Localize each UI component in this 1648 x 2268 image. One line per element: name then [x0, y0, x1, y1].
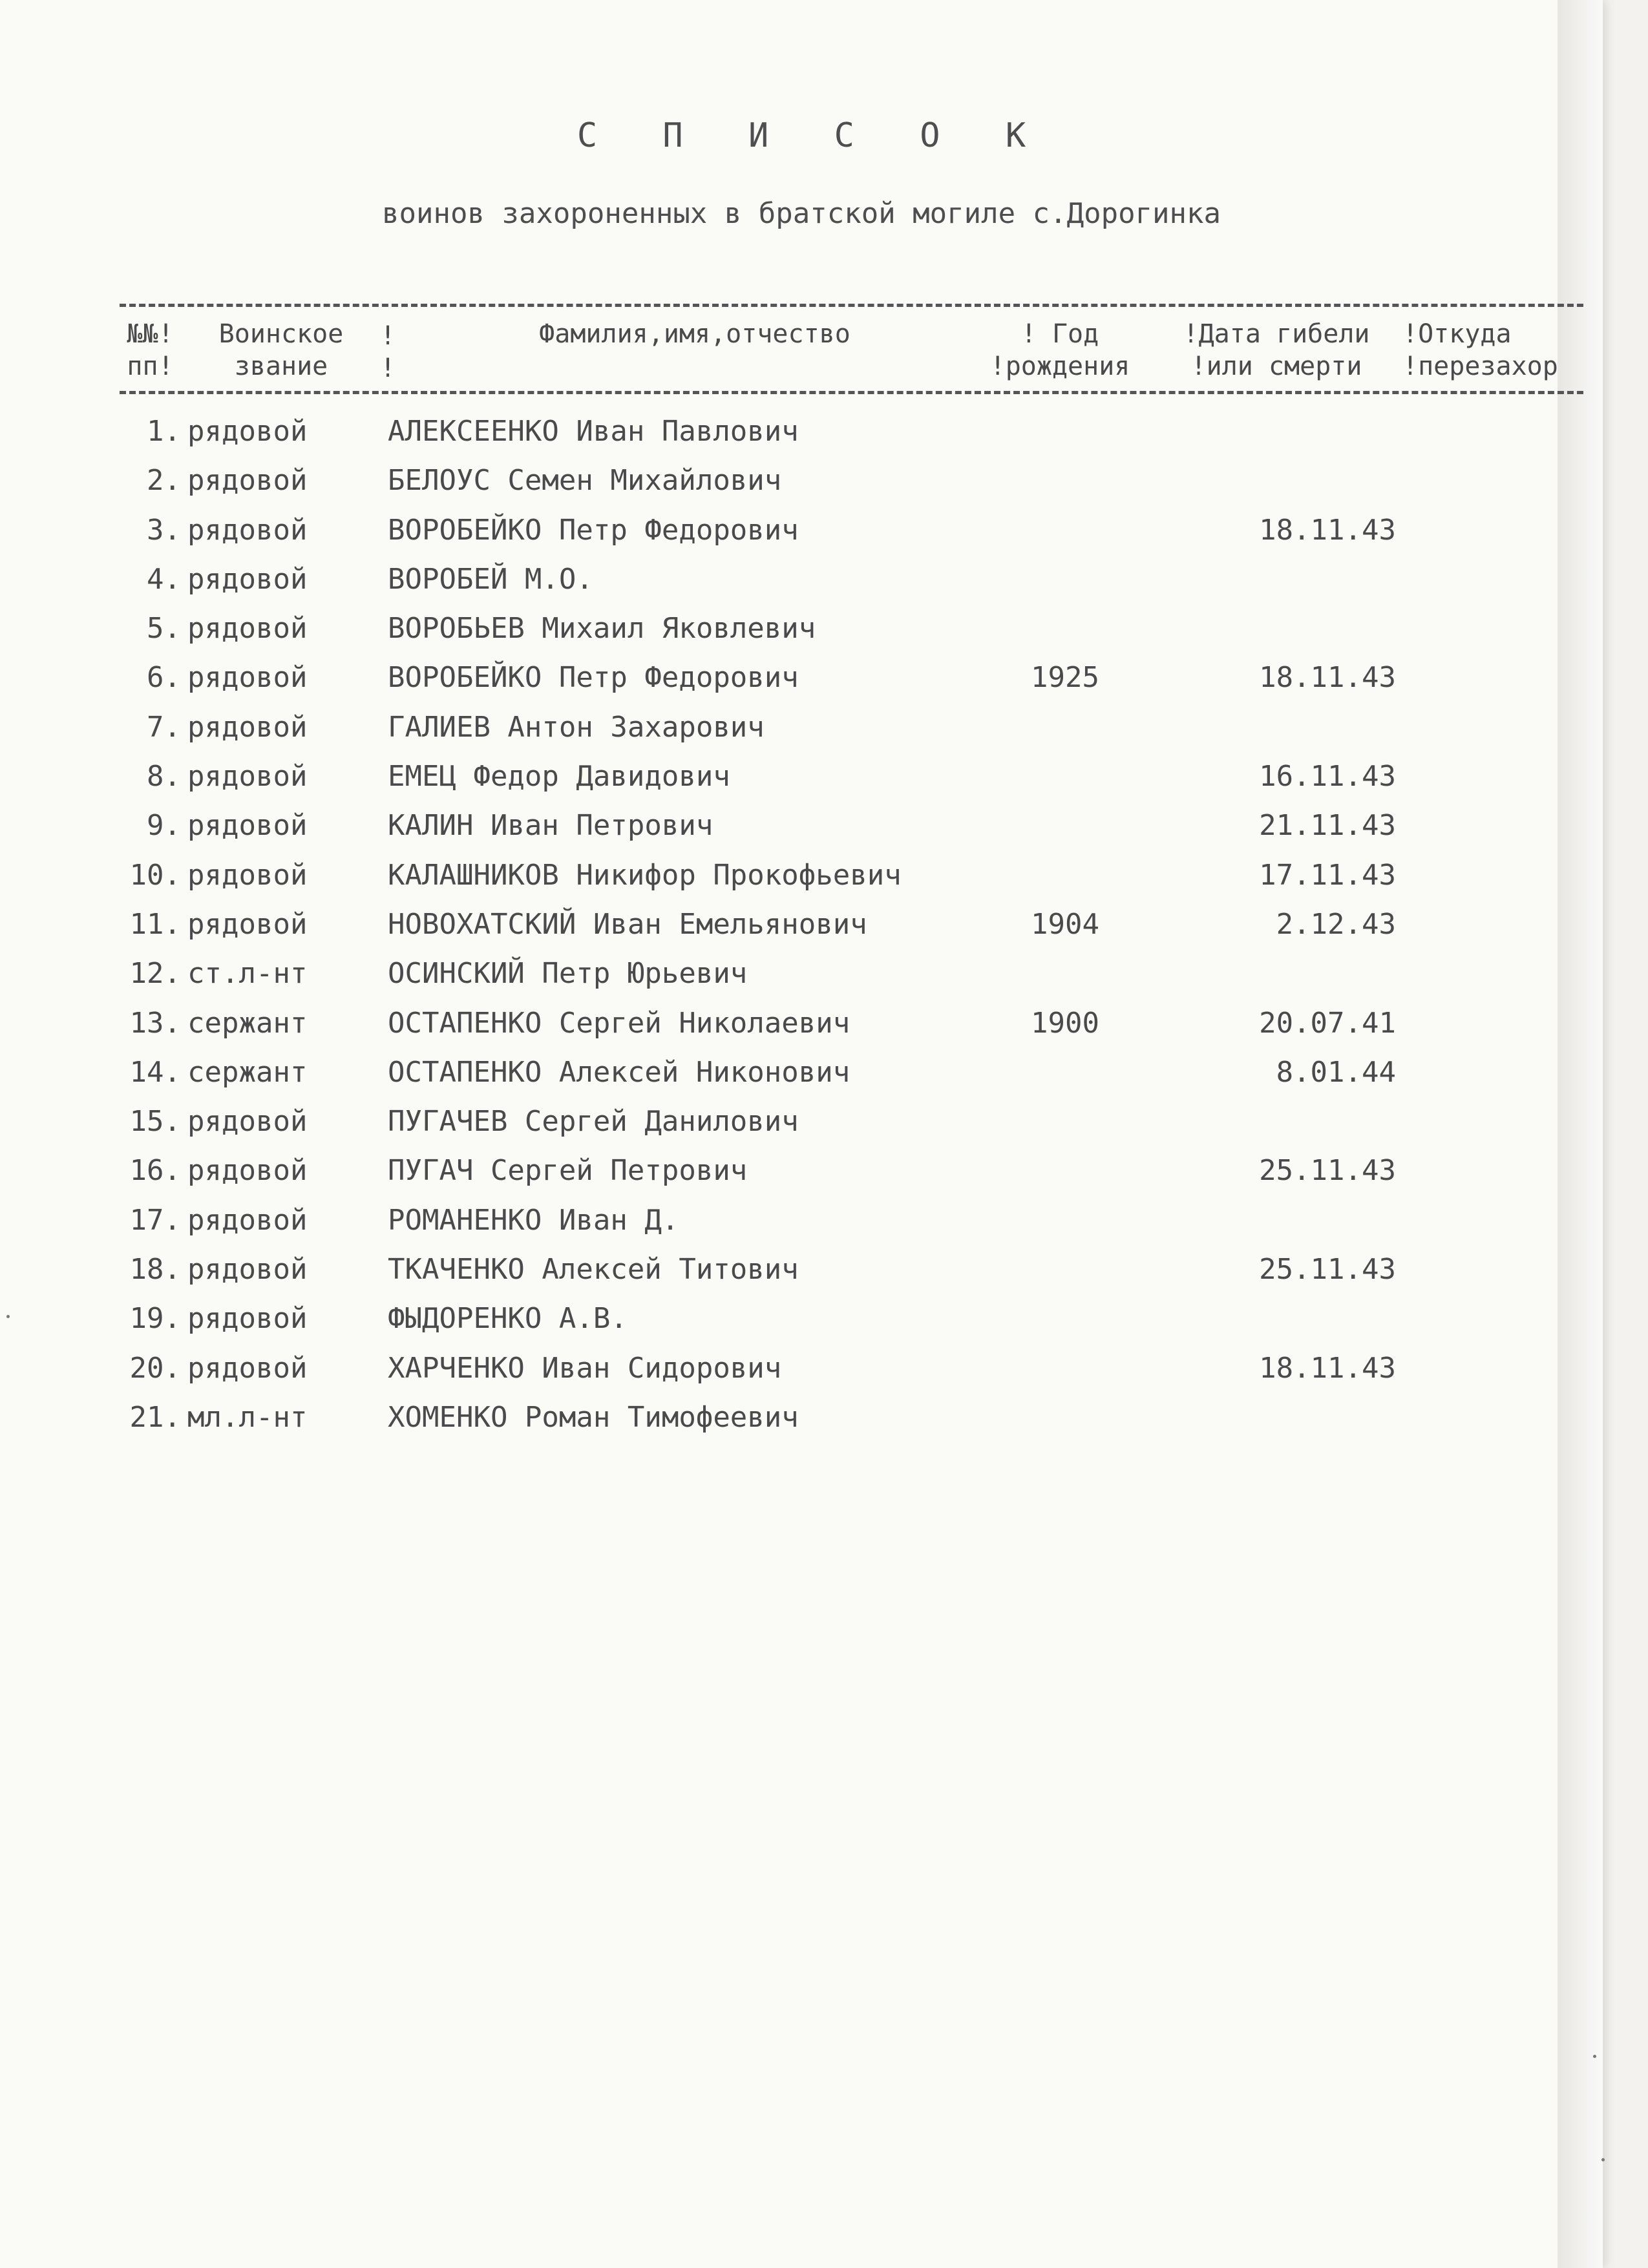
row-number: 2.	[147, 464, 181, 498]
row-death-date: 25.11.43	[1259, 1253, 1396, 1286]
row-death-date: 2.12.43	[1276, 907, 1396, 941]
table-header-top-rule	[120, 304, 1583, 307]
row-number: 16.	[129, 1154, 181, 1188]
row-full-name: ТКАЧЕНКО Алексей Титович	[388, 1253, 799, 1286]
row-death-date: 16.11.43	[1259, 760, 1396, 793]
table-row	[0, 555, 1603, 604]
row-rank: рядовой	[187, 907, 308, 941]
table-row	[0, 1146, 1603, 1195]
row-rank: рядовой	[187, 809, 308, 843]
row-rank: рядовой	[187, 1351, 308, 1385]
row-rank: рядовой	[187, 612, 308, 646]
header-rank: Воинское звание	[218, 319, 344, 381]
row-death-date: 17.11.43	[1259, 858, 1396, 892]
row-number: 4.	[147, 562, 181, 596]
row-full-name: ХАРЧЕНКО Иван Сидорович	[388, 1351, 782, 1385]
row-death-date: 20.07.41	[1259, 1006, 1396, 1040]
header-year: ! Год !рождения	[989, 319, 1130, 381]
table-row	[0, 1245, 1603, 1294]
table-header-bottom-rule	[120, 391, 1583, 394]
row-death-date: 18.11.43	[1259, 661, 1396, 695]
row-full-name: АЛЕКСЕЕНКО Иван Павлович	[388, 415, 799, 448]
row-number: 18.	[129, 1253, 181, 1286]
table-row	[0, 801, 1603, 850]
row-rank: рядовой	[187, 1302, 308, 1336]
row-number: 15.	[129, 1105, 181, 1139]
row-full-name: ВОРОБЕЙКО Петр Федорович	[388, 661, 799, 695]
row-rank: мл.л-нт	[187, 1400, 308, 1434]
row-birth-year: 1900	[1031, 1006, 1099, 1040]
row-number: 19.	[129, 1302, 181, 1336]
row-full-name: ХОМЕНКО Роман Тимофеевич	[388, 1400, 799, 1434]
row-full-name: ГАЛИЕВ Антон Захарович	[388, 710, 765, 744]
row-full-name: НОВОХАТСКИЙ Иван Емельянович	[388, 907, 867, 941]
row-full-name: ПУГАЧЕВ Сергей Данилович	[388, 1105, 799, 1139]
row-full-name: ОСТАПЕНКО Сергей Николаевич	[388, 1006, 850, 1040]
table-row	[0, 999, 1603, 1048]
table-row	[0, 703, 1603, 752]
table-row	[0, 456, 1603, 505]
header-name: Фамилия,имя,отчество	[539, 319, 850, 349]
row-birth-year: 1904	[1031, 907, 1099, 941]
table-row	[0, 1048, 1603, 1097]
row-number: 1.	[147, 415, 181, 448]
table-row	[0, 752, 1603, 801]
table-row	[0, 653, 1603, 702]
row-number: 13.	[129, 1006, 181, 1040]
row-full-name: ВОРОБЕЙ М.О.	[388, 562, 593, 596]
table-row	[0, 1294, 1603, 1343]
header-from: !Откуда !перезахор	[1402, 319, 1558, 381]
row-number: 12.	[129, 957, 181, 991]
row-full-name: ЕМЕЦ Федор Давидович	[388, 760, 730, 793]
row-full-name: ВОРОБЕЙКО Петр Федорович	[388, 513, 799, 547]
paper-speck	[1601, 2158, 1605, 2161]
row-death-date: 21.11.43	[1259, 809, 1396, 843]
row-rank: рядовой	[187, 415, 308, 448]
row-full-name: БЕЛОУС Семен Михайлович	[388, 464, 782, 498]
row-rank: рядовой	[187, 1154, 308, 1188]
row-full-name: КАЛАШНИКОВ Никифор Прокофьевич	[388, 858, 902, 892]
row-full-name: ОСИНСКИЙ Петр Юрьевич	[388, 957, 748, 991]
row-rank: ст.л-нт	[187, 957, 308, 991]
row-number: 20.	[129, 1351, 181, 1385]
row-rank: рядовой	[187, 858, 308, 892]
row-rank: рядовой	[187, 464, 308, 498]
row-number: 21.	[129, 1400, 181, 1434]
row-number: 3.	[147, 513, 181, 547]
row-death-date: 8.01.44	[1276, 1055, 1396, 1089]
row-number: 14.	[129, 1055, 181, 1089]
row-rank: рядовой	[187, 760, 308, 793]
row-rank: рядовой	[187, 1105, 308, 1139]
row-full-name: ПУГАЧ Сергей Петрович	[388, 1154, 748, 1188]
row-number: 5.	[147, 612, 181, 646]
row-number: 10.	[129, 858, 181, 892]
row-number: 17.	[129, 1203, 181, 1237]
row-number: 9.	[147, 809, 181, 843]
row-full-name: КАЛИН Иван Петрович	[388, 809, 713, 843]
header-num: №№! пп!	[127, 319, 174, 381]
table-row	[0, 1196, 1603, 1245]
row-full-name: ВОРОБЬЕВ Михаил Яковлевич	[388, 612, 816, 646]
row-rank: сержант	[187, 1006, 308, 1040]
row-rank: рядовой	[187, 513, 308, 547]
row-rank: рядовой	[187, 1203, 308, 1237]
table-row	[0, 900, 1603, 949]
row-death-date: 18.11.43	[1259, 513, 1396, 547]
header-date: !Дата гибели !или смерти	[1183, 319, 1370, 381]
row-rank: рядовой	[187, 562, 308, 596]
row-rank: рядовой	[187, 661, 308, 695]
table-row	[0, 1393, 1603, 1442]
row-number: 8.	[147, 760, 181, 793]
row-number: 7.	[147, 710, 181, 744]
table-row	[0, 407, 1603, 456]
row-full-name: ФЫДОРЕНКО А.В.	[388, 1302, 628, 1336]
table-row	[0, 604, 1603, 653]
document-title: С П И С О К	[576, 116, 1026, 155]
table-row	[0, 851, 1603, 900]
row-rank: сержант	[187, 1055, 308, 1089]
row-rank: рядовой	[187, 710, 308, 744]
row-number: 6.	[147, 661, 181, 695]
row-full-name: ОСТАПЕНКО Алексей Никонович	[388, 1055, 850, 1089]
header-separator: ! !	[380, 321, 396, 383]
paper-speck	[1593, 2055, 1596, 2058]
row-birth-year: 1925	[1031, 661, 1099, 695]
row-death-date: 18.11.43	[1259, 1351, 1396, 1385]
row-rank: рядовой	[187, 1253, 308, 1286]
row-full-name: РОМАНЕНКО Иван Д.	[388, 1203, 679, 1237]
table-row	[0, 949, 1603, 998]
table-row	[0, 1344, 1603, 1393]
table-row	[0, 1097, 1603, 1146]
table-body	[0, 407, 1603, 1442]
table-row	[0, 506, 1603, 555]
row-death-date: 25.11.43	[1259, 1154, 1396, 1188]
row-number: 11.	[129, 907, 181, 941]
paper-speck	[6, 1315, 10, 1318]
document-subtitle: воинов захороненных в братской могиле с.Дорогинка	[381, 197, 1221, 230]
